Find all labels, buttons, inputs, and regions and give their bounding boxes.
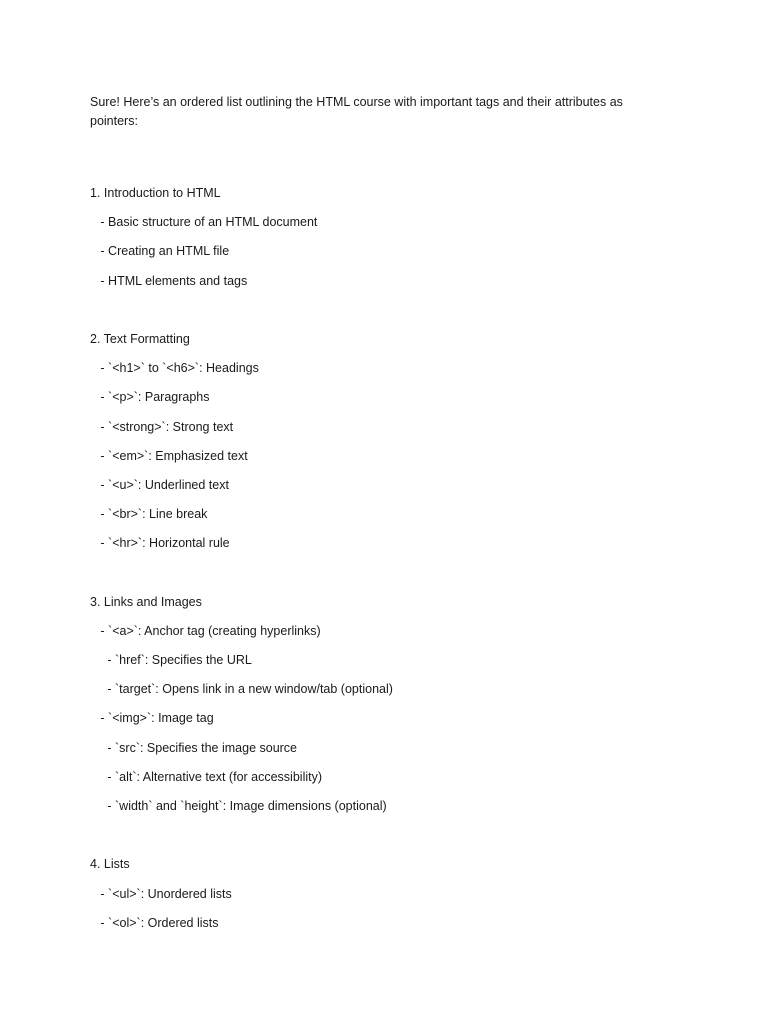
list-item: - `<hr>`: Horizontal rule bbox=[90, 536, 230, 551]
list-item: - `<p>`: Paragraphs bbox=[90, 390, 210, 405]
list-item: - `<u>`: Underlined text bbox=[90, 477, 229, 492]
document-page bbox=[90, 93, 670, 938]
list-item: - `<ol>`: Ordered lists bbox=[90, 915, 219, 930]
list-item: - `<em>`: Emphasized text bbox=[90, 448, 248, 463]
section-heading: 3. Links and Images bbox=[90, 594, 202, 609]
list-subitem: - `width` and `height`: Image dimensions (optional) bbox=[90, 798, 387, 813]
list-item: - `<br>`: Line break bbox=[90, 507, 208, 522]
section-heading: 4. Lists bbox=[90, 857, 130, 872]
list-item: - `<ul>`: Unordered lists bbox=[90, 886, 232, 901]
list-item: - Creating an HTML file bbox=[90, 244, 230, 259]
list-subitem: - `alt`: Alternative text (for accessibility) bbox=[90, 769, 323, 784]
list-item: - `<img>`: Image tag bbox=[90, 711, 214, 726]
section-introduction bbox=[90, 179, 670, 296]
list-item: - Basic structure of an HTML document bbox=[90, 215, 318, 230]
spacer bbox=[90, 131, 670, 179]
intro-paragraph: Sure! Here’s an ordered list outlining the HTML course with important tags and their attributes as pointers: bbox=[90, 95, 623, 128]
section-text-formatting bbox=[90, 325, 670, 559]
spacer bbox=[90, 821, 670, 850]
section-lists bbox=[90, 850, 670, 938]
list-item: - `<h1>` to `<h6>`: Headings bbox=[90, 361, 259, 376]
list-subitem: - `target`: Opens link in a new window/tab (optional) bbox=[90, 682, 393, 697]
list-item: - `<strong>`: Strong text bbox=[90, 419, 234, 434]
spacer bbox=[90, 558, 670, 587]
spacer bbox=[90, 296, 670, 325]
list-item: - HTML elements and tags bbox=[90, 273, 248, 288]
list-subitem: - `href`: Specifies the URL bbox=[90, 653, 252, 667]
section-links-images bbox=[90, 588, 670, 822]
section-heading: 1. Introduction to HTML bbox=[90, 186, 221, 200]
list-subitem: - `src`: Specifies the image source bbox=[90, 740, 298, 755]
section-heading: 2. Text Formatting bbox=[90, 331, 190, 346]
list-item: - `<a>`: Anchor tag (creating hyperlinks) bbox=[90, 623, 321, 638]
